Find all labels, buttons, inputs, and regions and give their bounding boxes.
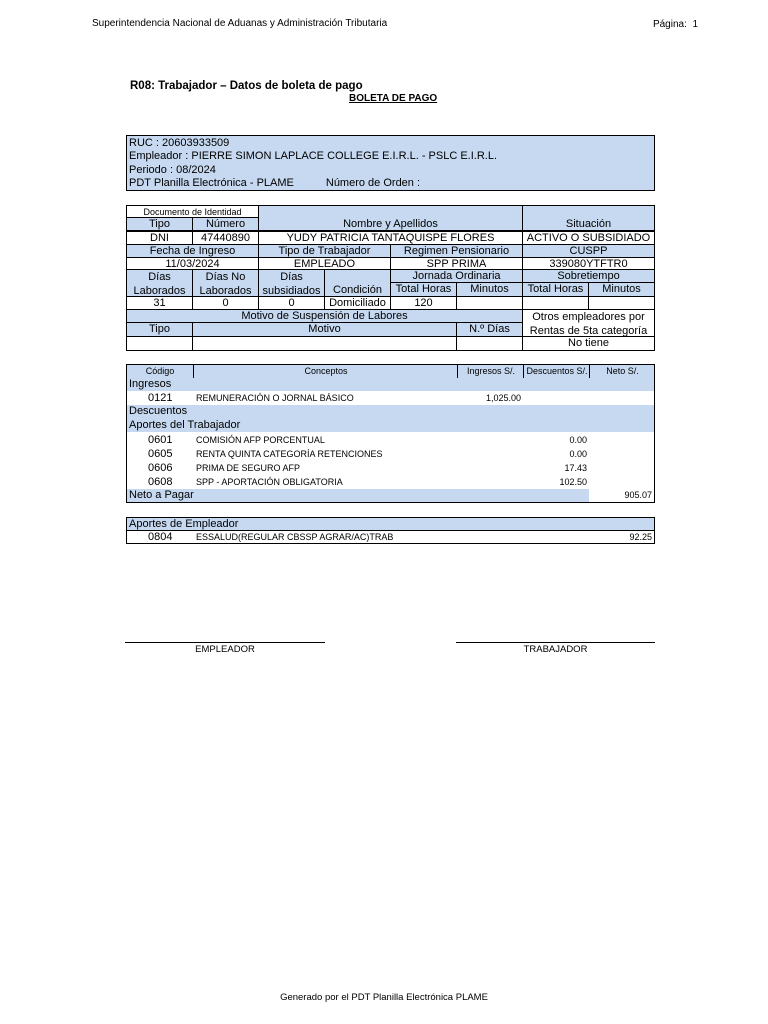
dias-subsidiados-label-1: Días [280,271,303,283]
dias-subsidiados-label [258,269,325,297]
worker-signature-label: TRABAJADOR [523,644,588,655]
dias-subsidiados-value: 0 [258,296,325,310]
employer-contrib-label: Aportes de Empleador [129,518,239,530]
concept-desc: REMUNERACIÓN O JORNAL BÁSICO [196,393,354,403]
regimen-label: Regimen Pensionario [390,244,523,258]
regimen-value: SPP PRIMA [390,257,523,270]
situacion-label: Situación [522,205,655,231]
dias-no-laborados-value: 0 [192,296,259,310]
concept-row [127,433,654,447]
otros-empleadores-label [522,309,655,337]
doc-numero-label: Número [192,217,259,231]
page-label: Página: [652,19,687,30]
concept-row [127,475,654,489]
concept-descuento: 0.00 [569,449,587,459]
doc-identidad-header: Documento de Identidad [126,205,259,218]
employer-contrib-header [127,518,654,531]
neto-label: Neto a Pagar [129,489,194,501]
cuspp-value: 339080YTFTR0 [522,257,655,270]
doc-tipo-label: Tipo [126,217,193,231]
condicion-value: Domiciliado [324,296,391,310]
employer-contrib-table [126,517,655,544]
jornada-total-horas-value: 120 [390,296,457,310]
concept-row [127,447,654,461]
employer-contrib-desc: ESSALUD(REGULAR CBSSP AGRAR/AC)TRAB [196,532,394,542]
col-conceptos: Conceptos [193,365,458,378]
concept-desc: PRIMA DE SEGURO AFP [196,463,301,473]
cuspp-label: CUSPP [522,244,655,258]
sobretiempo-total-horas-label: Total Horas [522,282,589,297]
dias-no-laborados-label-2: Laborados [199,285,252,297]
concept-desc: COMISIÓN AFP PORCENTUAL [196,435,325,445]
employer-name: Empleador : PIERRE SIMON LAPLACE COLLEGE E.I.R.L. - PSLC E.I.R.L. [129,150,498,163]
otros-empleadores-label-1: Otros empleadores por [532,311,645,323]
employer-contrib-row [127,531,654,543]
concept-row [127,461,654,475]
fecha-ingreso-label: Fecha de Ingreso [126,244,259,258]
concept-code: 0606 [148,462,173,474]
dias-no-laborados-label-1: Días No [205,271,246,283]
col-ingresos: Ingresos S/. [457,365,524,378]
employer-plame-row [129,177,652,190]
concept-descuento: 102.50 [559,477,587,487]
dias-subsidiados-label-2: subsidiados [262,285,321,297]
employer-ruc: RUC : 20603933509 [129,137,230,149]
col-descuentos: Descuentos S/. [523,365,590,378]
condicion-label: Condición [324,269,391,297]
concepts-table [126,364,655,503]
descuentos-section [127,405,654,432]
otros-empleadores-value: No tiene [522,336,655,351]
jornada-minutos-label: Minutos [456,282,523,297]
otros-empleadores-label-2: Rentas de 5ta categoría [529,325,648,337]
ingresos-section [127,378,654,391]
employer-order-number: Número de Orden : [325,177,421,190]
dias-no-laborados-label [192,269,259,297]
concept-code: 0121 [148,392,173,404]
tipo-trabajador-label: Tipo de Trabajador [258,244,391,258]
neto-value: 905.07 [624,490,652,500]
concept-ingreso: 1,025.00 [485,393,521,403]
worker-signature-line [456,642,655,643]
fecha-ingreso-value: 11/03/2024 [126,257,259,270]
jornada-minutos-value [456,296,523,310]
doc-numero-value: 47440890 [192,231,259,245]
concept-code: 0608 [148,476,173,488]
concept-desc: SPP - APORTACIÓN OBLIGATORIA [196,477,343,487]
suspension-motivo-label: Motivo [192,322,457,337]
employer-plame: PDT Planilla Electrónica - PLAME [129,177,294,190]
organization-name: Superintendencia Nacional de Aduanas y Administración Tributaria [92,18,388,29]
jornada-total-horas-label: Total Horas [390,282,457,297]
dias-laborados-label [126,269,193,297]
concept-code: 0601 [148,434,173,446]
footer-note: Generado por el PDT Planilla Electrónica PLAME [280,992,488,1003]
page-number: 1 [692,19,698,30]
col-codigo: Código [145,366,175,376]
ingresos-label: Ingresos [129,378,172,390]
concept-descuento: 17.43 [564,463,587,473]
sobretiempo-minutos-label: Minutos [588,282,655,297]
sobretiempo-label: Sobretiempo [522,269,655,283]
concept-descuento: 0.00 [569,435,587,445]
employer-contrib-value: 92.25 [629,532,652,542]
dias-laborados-label-1: Días [148,271,171,283]
employer-info-box [126,135,655,191]
nombre-value: YUDY PATRICIA TANTAQUISPE FLORES [258,231,523,245]
dias-laborados-value: 31 [126,296,193,310]
motivo-suspension-label: Motivo de Suspensión de Labores [126,309,523,323]
concept-code: 0605 [148,448,173,460]
suspension-dias-value [456,336,523,351]
suspension-dias-label: N.º Días [456,322,523,337]
employer-period: Periodo : 08/2024 [129,163,216,176]
aportes-trabajador-label: Aportes del Trabajador [129,418,241,431]
document-title: BOLETA DE PAGO [349,93,438,104]
dias-laborados-label-2: Laborados [133,285,186,297]
situacion-value: ACTIVO O SUBSIDIADO [522,231,655,245]
sobretiempo-total-horas-value [522,296,589,310]
tipo-trabajador-value: EMPLEADO [258,257,391,270]
suspension-motivo-value [192,336,457,351]
employer-contrib-code: 0804 [148,531,173,543]
neto-row [127,489,654,502]
page-indicator [653,19,698,30]
suspension-tipo-label: Tipo [126,322,193,337]
concept-row [127,391,654,405]
report-title: R08: Trabajador – Datos de boleta de pago [130,80,363,92]
concept-desc: RENTA QUINTA CATEGORÍA RETENCIONES [196,449,383,459]
jornada-ordinaria-label: Jornada Ordinaria [390,269,523,283]
sobretiempo-minutos-value [588,296,655,310]
descuentos-label: Descuentos [129,405,188,417]
col-neto: Neto S/. [589,365,655,378]
employer-signature-line [125,642,325,643]
employer-signature-label: EMPLEADOR [195,644,255,655]
doc-tipo-value: DNI [126,231,193,245]
suspension-tipo-value [126,336,193,351]
concepts-header-row [127,365,654,379]
nombre-label: Nombre y Apellidos [258,205,523,231]
